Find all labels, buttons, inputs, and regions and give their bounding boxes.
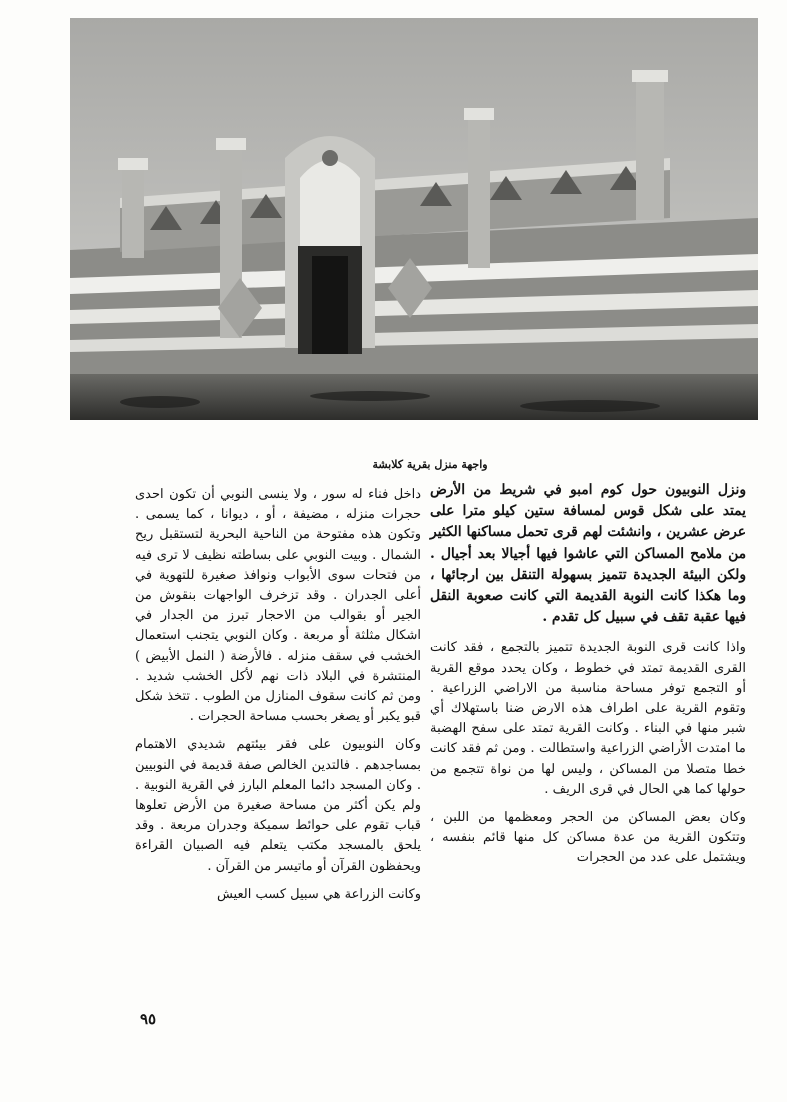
right-column (430, 480, 746, 877)
right-paragraph-2: واذا كانت قرى النوبة الجديدة تتميز بالتجمع ، فقد كانت القرى القديمة تمتد في خطوط ، وكان يحدد موقع القرية أو التجمع توفر مساحة مناسبة من الاراضي الزراعية . وتقوم القرية على اطراف هذه الارض ضنا باستهلاك أي شبر منها في البناء . وكانت القرية تمتد على سفح الهضبة ما امتدت الأراضي الزراعية واستطالت . ومن ثم فقد كانت خطا متصلا من المساكن ، وليس لها من نواة تتجمع من حولها كما هي الحال في قرى الريف . (430, 640, 746, 797)
photo-caption: واجهة منزل بقرية كلابشة (372, 458, 488, 471)
right-paragraph-3: وكان بعض المساكن من الحجر ومعظمها من اللبن ، وتتكون القرية من عدة مساكن كل منها قائم بنفسه ، ويشتمل على عدد من الحجرات (430, 810, 746, 866)
left-column (135, 485, 421, 913)
right-paragraph-1: ونزل النوبيون حول كوم امبو في شريط من الأرض يمتد على شكل قوس لمسافة ستين كيلو مترا على عرض عشرين ، وانشئت لهم قرى تحمل مساكنها الكثير من ملامح المساكن التي عاشوا فيها أجيالا بعد أجيال . ولكن البيئة الجديدة تتميز بسهولة التنقل بين ارجائها ، وما هكذا كانت النوبة القديمة التي كانت صعوبة النقل فيها عقبة تقف في سبيل كل تقدم . (430, 482, 746, 626)
nubian-house-facade-photo-icon (70, 18, 758, 420)
left-paragraph-2: وكان النوبيون على فقر بيئتهم شديدي الاهتمام بمساجدهم . فالتدين الخالص صفة قديمة في النوبيين . وكان المسجد دائما المعلم البارز في القرية النوبية . ولم يكن أكثر من مساحة صغيرة من الأرض تعلوها قباب تقوم على حوائط سميكة وجدران مربعة . وقد يلحق بالمسجد مكتب يتعلم فيه الصبيان القراءة ويحفظون القرآن أو ماتيسر من القرآن . (135, 737, 421, 874)
page-number: ٩٥ (140, 1010, 157, 1028)
left-paragraph-1: داخل فناء له سور ، ولا ينسى النوبي أن تكون احدى حجرات منزله ، مضيفة ، أو ، ديوانا ، كما يسمى . وتكون هذه مفتوحة من الناحية البحرية لتستقبل ريح الشمال . وبيت النوبي على بساطته نظيف لا ترى فيه من فتحات سوى الأبواب ونوافذ صغيرة للتهوية في أعلى الجدران . وقد تزخرف الواجهات بنقوش من الجير أو بقوالب من الاحجار تبرز من الجدار في اشكال مثلثة أو مربعة . وكان النوبي يتجنب استعمال الخشب في سقف منزله . فالأرضة ( النمل الأبيض ) المنتشرة في البلاد ذات نهم لأكل الخشب شديد . ومن ثم كانت سقوف المنازل من الطوب . تتخذ شكل قبو يكبر أو يصغر بحسب مساحة الحجرات . (135, 487, 421, 725)
left-paragraph-3: وكانت الزراعة هي سبيل كسب العيش (216, 886, 421, 902)
nubian-house-photo (70, 18, 758, 420)
